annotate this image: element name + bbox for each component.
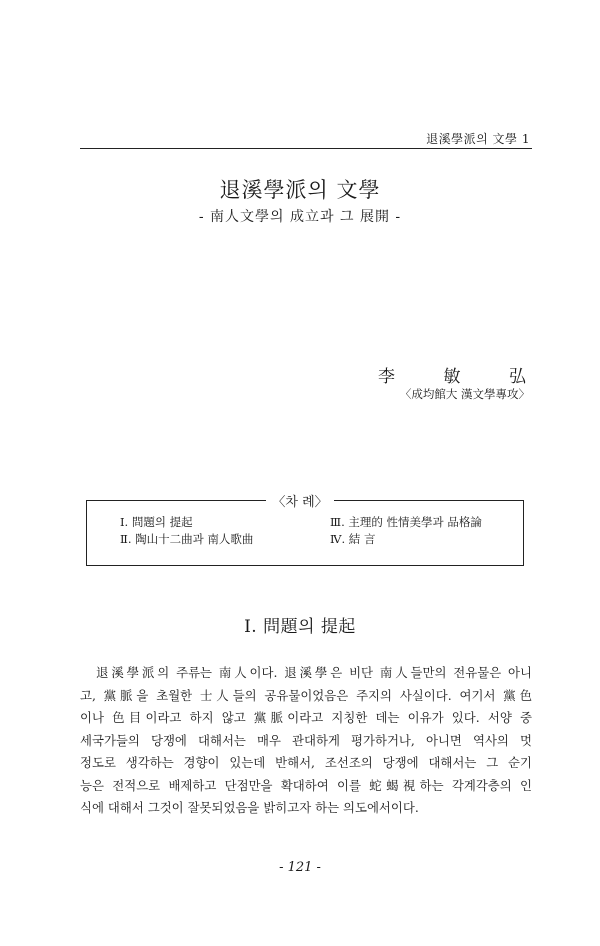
body-line: 退溪學派의 주류는 南人이다. 退溪學은 비단 南人들만의 전유물은 아니	[96, 665, 532, 680]
body-line: 이나 色目이라고 하지 않고 黨脈이라고 지칭한 데는 이유가 있다. 서양 중	[80, 710, 532, 725]
body-line: 식에 대해서 그것이 잘못되었음을 밝히고자 하는 의도에서이다.	[80, 800, 419, 815]
body-line: 능은 전적으로 배제하고 단점만을 확대하여 이를 蛇蝎視하는 각계각층의 인	[80, 777, 532, 793]
toc-item: Ⅲ. 主理的 性情美學과 品格論	[330, 515, 482, 529]
body-line: 세국가들의 당쟁에 대해서는 매우 관대하게 평가하거나, 아니면 역사의 멋	[80, 732, 532, 748]
author-name-char: 敏	[443, 367, 461, 387]
author-name	[378, 362, 526, 387]
toc-item: Ⅰ. 問題의 提起	[120, 515, 193, 529]
body-line: 고, 黨脈을 초월한 士人들의 공유물이었음은 주지의 사실이다. 여기서 黨色	[80, 687, 532, 703]
author-name-char: 李	[378, 367, 395, 387]
section-heading: Ⅰ. 問題의 提起	[244, 617, 356, 637]
toc-item: Ⅱ. 陶山十二曲과 南人歌曲	[120, 532, 254, 546]
toc-heading-label: 〈차 례〉	[266, 495, 333, 510]
header-rule	[80, 148, 532, 149]
toc-heading	[0, 491, 600, 510]
article-subtitle: - 南人文學의 成立과 그 展開 -	[198, 209, 402, 225]
body-line: 정도로 생각하는 경향이 있는데 반해서, 조선조의 당쟁에 대해서는 그 순기	[80, 755, 532, 770]
author-name-char: 弘	[509, 367, 526, 387]
author-affiliation: 〈成均館大 漢文學專攻〉	[399, 387, 530, 401]
body-paragraph	[80, 662, 532, 820]
article-title: 退溪學派의 文學	[219, 178, 381, 202]
running-head: 退溪學派의 文學 1	[426, 132, 530, 146]
page-number: - 121 -	[279, 860, 321, 875]
toc-item: Ⅳ. 結 言	[330, 532, 376, 546]
